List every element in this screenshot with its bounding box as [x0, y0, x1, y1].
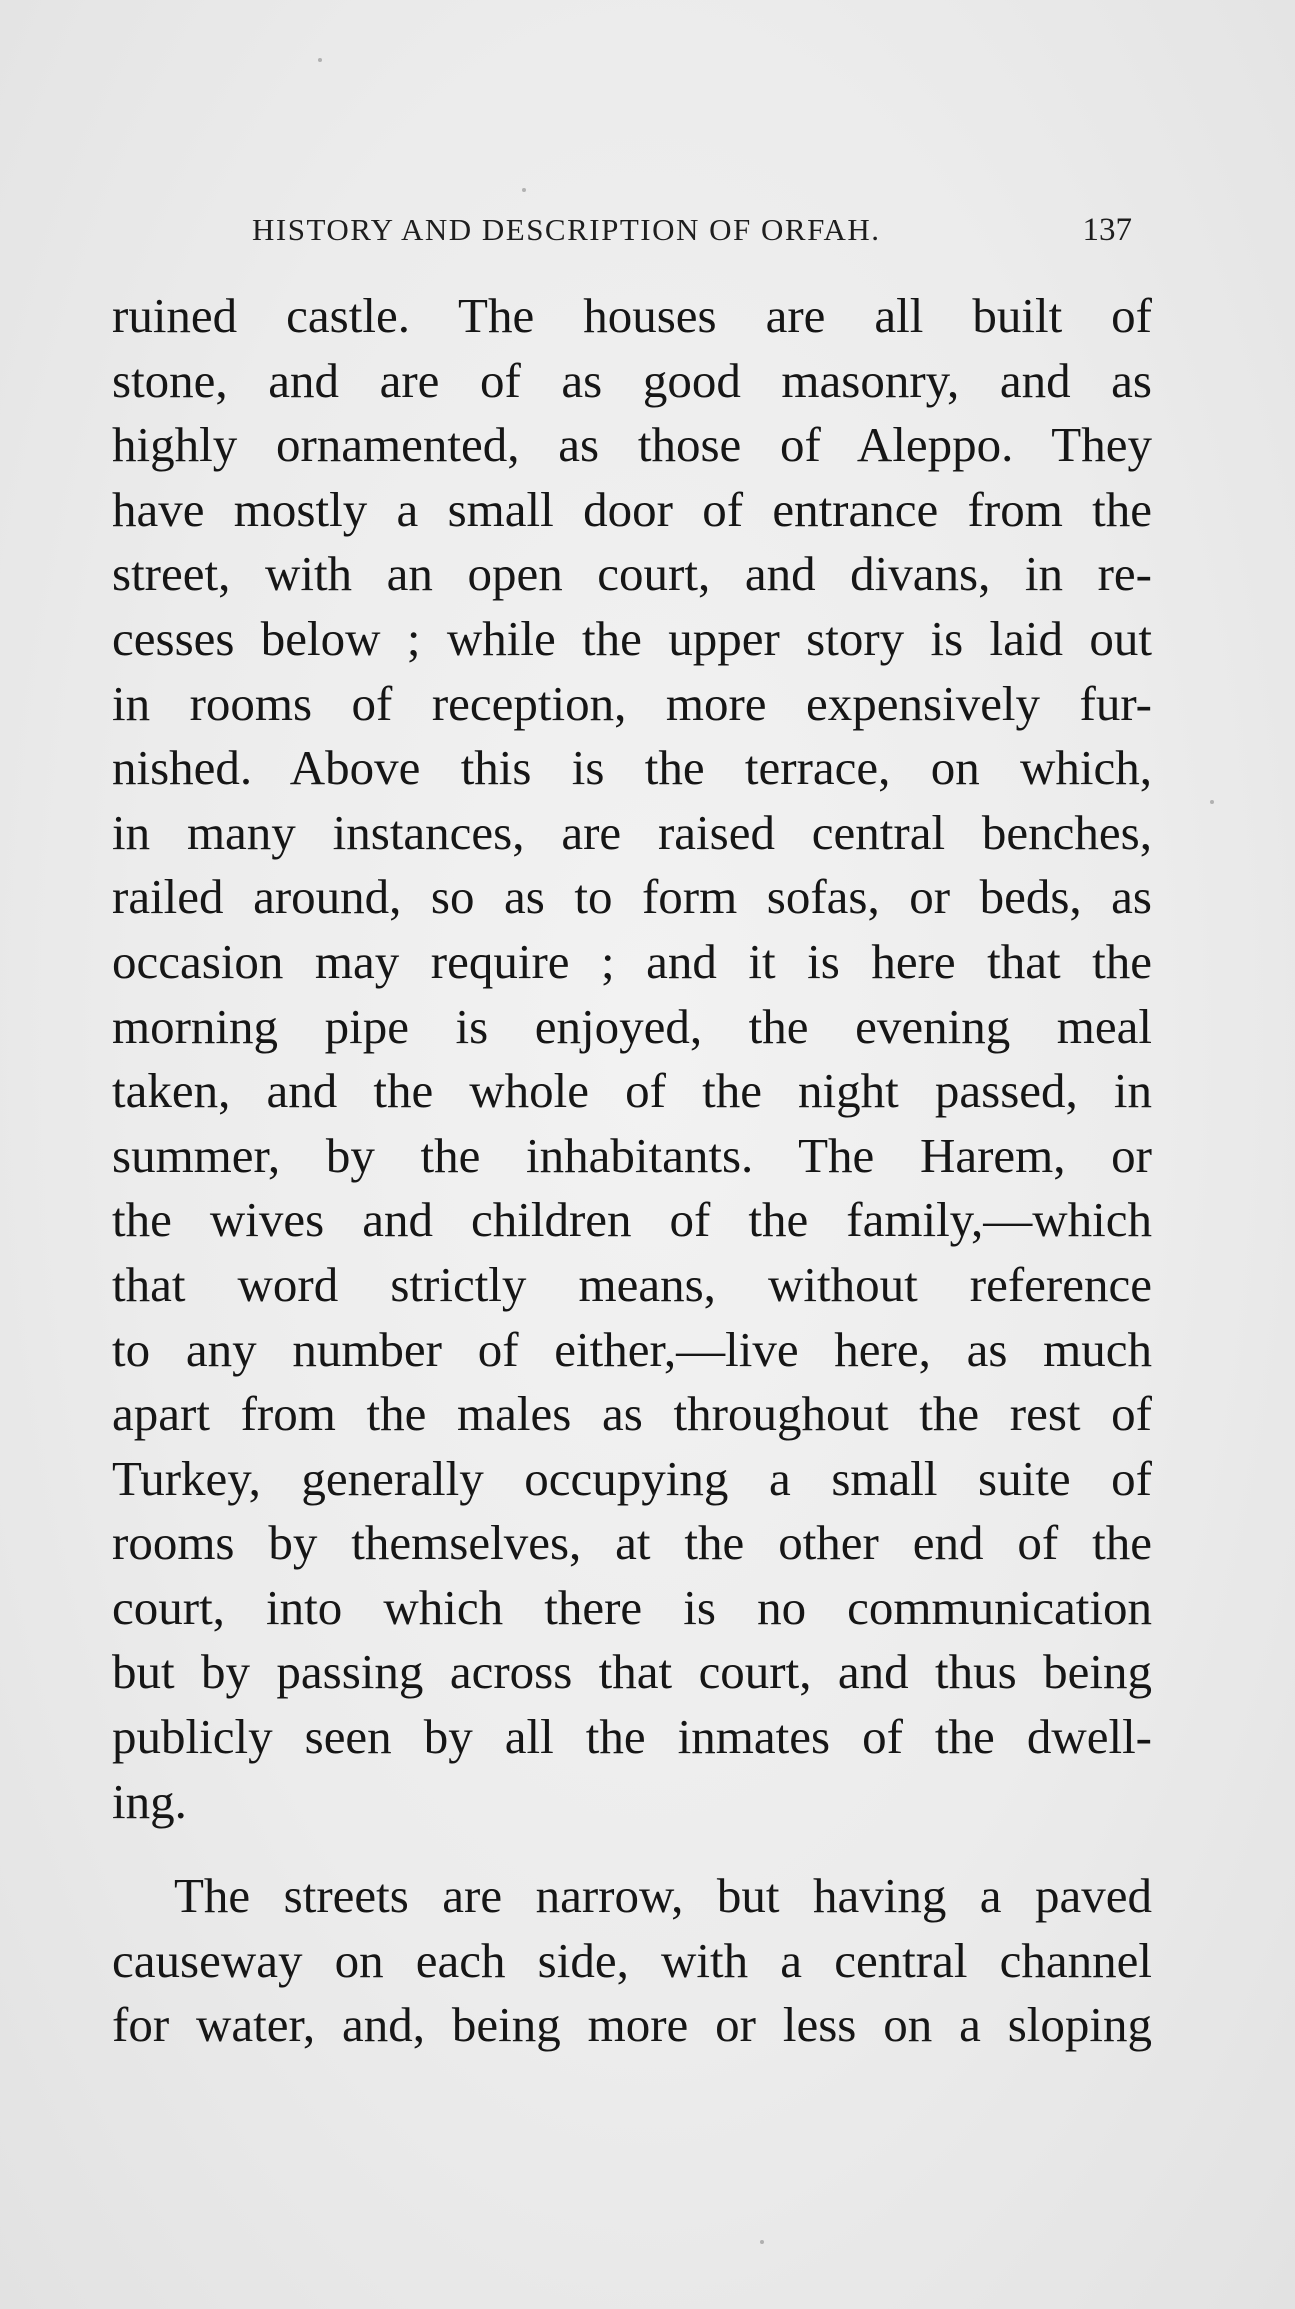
paragraph	[112, 284, 1152, 1834]
text-line: ruined castle. The houses are all built of	[112, 288, 1152, 343]
text-line: railed around, so as to form sofas, or beds, as	[112, 869, 1152, 925]
text-line: but by passing across that court, and thus being	[112, 1644, 1152, 1700]
running-head	[112, 212, 1132, 262]
text-line: occasion may require ; and it is here that the	[112, 933, 1152, 989]
text-line: have mostly a small door of entrance from the	[112, 481, 1152, 537]
text-line: rooms by themselves, at the other end of the	[112, 1515, 1152, 1571]
paper-speck	[1210, 800, 1214, 804]
text-line: to any number of either,—live here, as much	[112, 1321, 1152, 1377]
page-number: 137	[1082, 212, 1132, 248]
text-line: stone, and are of as good masonry, and as	[112, 352, 1152, 408]
text-line: The streets are narrow, but having a paved	[174, 1868, 1152, 1924]
text-line: in rooms of reception, more expensively fur-	[112, 675, 1152, 731]
text-line: for water, and, being more or less on a sloping	[112, 1997, 1152, 2053]
paper-speck	[522, 188, 526, 192]
text-line: publicly seen by all the inmates of the dwell-	[112, 1709, 1152, 1765]
body-text	[112, 284, 1152, 2058]
text-line: apart from the males as throughout the rest of	[112, 1386, 1152, 1442]
text-line: in many instances, are raised central benches,	[112, 804, 1152, 860]
text-line: morning pipe is enjoyed, the evening meal	[112, 998, 1152, 1054]
text-line: summer, by the inhabitants. The Harem, or	[112, 1127, 1152, 1183]
text-line: ing.	[112, 1773, 187, 1829]
text-line: causeway on each side, with a central channel	[112, 1932, 1152, 1988]
text-line: street, with an open court, and divans, in re-	[112, 546, 1152, 602]
paper-speck	[760, 2240, 764, 2244]
text-line: court, into which there is no communication	[112, 1579, 1152, 1635]
paragraph-gap	[112, 1834, 1152, 1864]
running-title: HISTORY AND DESCRIPTION OF ORFAH.	[252, 212, 881, 247]
paper-speck	[318, 58, 322, 62]
text-line: taken, and the whole of the night passed, in	[112, 1063, 1152, 1119]
text-line: highly ornamented, as those of Aleppo. They	[112, 417, 1152, 473]
paragraph	[112, 1864, 1152, 2058]
text-line: Turkey, generally occupying a small suite of	[112, 1450, 1152, 1506]
text-line: that word strictly means, without reference	[112, 1256, 1152, 1312]
text-line: nished. Above this is the terrace, on which,	[112, 740, 1152, 796]
text-line: cesses below ; while the upper story is laid out	[112, 610, 1152, 666]
text-line: the wives and children of the family,—which	[112, 1192, 1152, 1248]
